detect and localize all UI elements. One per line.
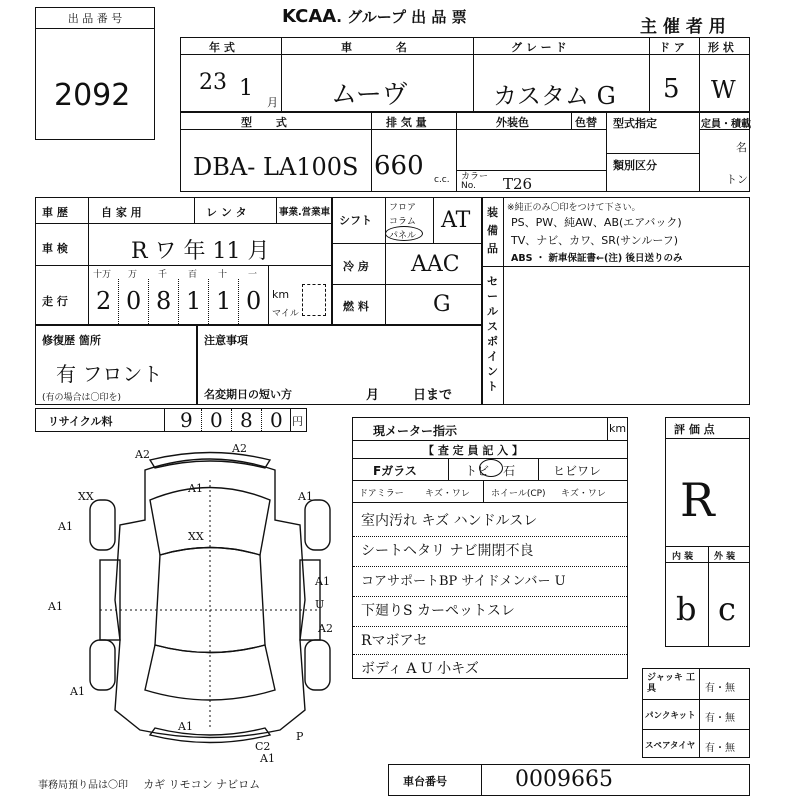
recycle-label: リサイクル料: [48, 415, 113, 428]
lot-number-label: 出 品 番 号: [67, 12, 123, 25]
glass-option-crack: ヒビワレ: [553, 464, 602, 478]
name-change-label: 名変期日の短い方: [204, 388, 292, 401]
glass-option-stone: 石: [503, 464, 516, 478]
remark-line: 室内汚れ キズ ハンドルスレ: [361, 513, 538, 529]
month-value: 1: [239, 76, 253, 101]
repair-note: (有の場合は〇印を): [42, 393, 122, 403]
recycle-digit: 0: [270, 408, 283, 432]
fuel-value: G: [433, 292, 451, 317]
vehicle-row-1: [180, 37, 750, 112]
history-option-rental: レ ン タ: [206, 206, 247, 219]
grade-value: カスタム G: [493, 82, 616, 110]
body-value: W: [711, 76, 736, 104]
lot-number-value: 2092: [54, 78, 131, 113]
shift-option-column: コラム: [389, 217, 416, 227]
history-option-business: 事業.営業車: [279, 207, 331, 218]
remark-line: 下廻りS カーペットスレ: [361, 603, 515, 619]
category-label: 類別区分: [613, 159, 657, 172]
ac-value: AAC: [411, 252, 460, 277]
inspector-block: [352, 417, 628, 679]
score-block: [665, 417, 750, 647]
office-note: 事務局預り品は〇印: [38, 780, 128, 791]
digit-header: 百: [188, 270, 198, 280]
office-items: カギ リモコン ナビロム: [143, 778, 261, 791]
diagram-mark: A2: [318, 622, 333, 635]
equipment-line-3: ABS ・ 新車保証書←(注) 後日送りのみ: [511, 253, 683, 264]
name-value: ムーヴ: [331, 80, 408, 110]
year-label: 年 式: [209, 41, 235, 54]
color-no-label: カラー No.: [461, 172, 489, 191]
diagram-mark: XX: [188, 530, 204, 543]
tons-unit: トン: [726, 173, 748, 186]
equipment-block: [482, 197, 750, 405]
grade-label: グ レ ー ド: [511, 41, 567, 54]
wheel-options: キズ・ワレ: [561, 489, 606, 499]
remark-line: シートヘタリ ナビ開閉不良: [361, 543, 534, 559]
interior-value: b: [676, 590, 697, 628]
mirror-options: キズ・ワレ: [425, 489, 470, 499]
inspection-value: R ワ 年 11 月: [131, 239, 270, 264]
notes-block: [197, 325, 482, 405]
ac-label: 冷 房: [343, 260, 369, 273]
recycle-digit: 0: [210, 408, 223, 432]
diagram-mark: A1: [70, 685, 85, 698]
displacement-value: 660: [374, 151, 424, 181]
spare-label: スペアタイヤ: [645, 741, 696, 751]
shift-option-floor: フロア: [389, 203, 417, 213]
meter-unit: km: [609, 422, 627, 435]
month-unit: 月: [267, 96, 278, 109]
doors-label: ド ア: [659, 41, 685, 54]
vehicle-row-2: [180, 112, 750, 192]
diagram-mark: A1: [178, 720, 193, 733]
notes-label: 注意事項: [204, 334, 248, 347]
jack-label: ジャッキ 工具: [647, 673, 695, 694]
equipment-label: 装 備 品: [487, 206, 498, 255]
diagram-mark: U: [315, 598, 325, 611]
diagram-mark: A1: [188, 482, 203, 495]
wheel-label: ホイール(CP): [491, 489, 546, 499]
digit-header: 千: [158, 270, 168, 280]
diagram-mark: A1: [298, 490, 313, 503]
shift-option-panel: パネル: [389, 231, 417, 241]
diagram-mark: A1: [48, 600, 63, 613]
mileage-digit: 0: [246, 287, 262, 315]
shift-value: AT: [441, 208, 471, 233]
tools-block: [642, 668, 750, 758]
mileage-digit: 0: [126, 287, 142, 315]
doors-value: 5: [663, 74, 680, 104]
inspector-header: 【 査 定 員 記 入 】: [423, 444, 523, 457]
puncture-yes-no: 有・無: [705, 713, 735, 724]
remark-line: コアサポートBP サイドメンバー U: [361, 574, 566, 589]
equipment-note: ※純正のみ〇印をつけて下さい。: [507, 203, 641, 213]
diagram-mark: A1: [58, 520, 73, 533]
diagram-mark: A1: [260, 752, 275, 765]
exterior-value: c: [718, 590, 736, 628]
mile-checkbox: [302, 284, 326, 316]
recycle-unit: 円: [292, 415, 303, 428]
digit-header: 万: [128, 270, 138, 280]
shift-label: シフト: [339, 214, 372, 227]
name-label: 車 名: [341, 41, 407, 54]
digit-header: 一: [248, 270, 258, 280]
score-label: 評 価 点: [674, 423, 715, 436]
drivetrain-block: [332, 197, 482, 325]
glass-option-chip: トビ: [465, 464, 490, 478]
repair-block: [35, 325, 197, 405]
diagram-mark: A2: [232, 442, 247, 455]
inspection-label: 車 検: [42, 242, 68, 255]
sales-point-label: セールスポイント: [487, 275, 498, 393]
puncture-label: パンクキット: [645, 711, 696, 721]
glass-chip-circle: [479, 459, 503, 477]
model-label: 型 式: [241, 116, 287, 129]
history-option-private: 自 家 用: [101, 206, 142, 219]
exterior-label: 外 装: [714, 552, 736, 562]
exterior-color-label: 外装色: [496, 116, 529, 129]
recycle-digit: 8: [240, 408, 253, 432]
year-value: 23: [199, 70, 227, 95]
car-damage-diagram: [48, 440, 360, 770]
mile-label: マイル: [272, 309, 299, 319]
color-change-label: 色替: [575, 116, 597, 129]
chassis-label: 車台番号: [403, 775, 447, 788]
model-value: DBA- LA100S: [193, 153, 359, 181]
displacement-unit: c.c.: [434, 175, 450, 185]
mileage-label: 走 行: [42, 295, 68, 308]
spare-yes-no: 有・無: [705, 743, 735, 754]
recycle-block: [35, 408, 307, 432]
diagram-mark: C2: [255, 740, 271, 753]
form-title: [282, 6, 467, 27]
digit-header: 十万: [93, 270, 112, 280]
title-brand: KCAA: [282, 6, 337, 27]
footer-note: [38, 776, 260, 792]
score-value: R: [680, 473, 715, 527]
capacity-label: 定員・積載: [701, 119, 751, 130]
km-label: km: [272, 288, 290, 301]
mileage-digits: [88, 265, 268, 324]
chassis-value: 0009665: [515, 767, 613, 792]
remark-line: ボディ A U 小キズ: [361, 661, 479, 677]
mileage-digit: 1: [186, 287, 202, 315]
lot-number-box: [35, 7, 155, 140]
model-cert-label: 型式指定: [613, 117, 657, 130]
mileage-digit: 2: [96, 287, 112, 315]
body-label: 形 状: [708, 41, 734, 54]
persons-unit: 名: [736, 141, 747, 154]
diagram-mark: A1: [315, 575, 330, 588]
glass-label: Fガラス: [373, 464, 417, 478]
fuel-label: 燃 料: [343, 300, 369, 313]
color-no-value: T26: [503, 175, 533, 193]
name-change-month: 月: [366, 388, 380, 403]
repair-value: 有 フロント: [56, 362, 163, 386]
name-change-day: 日まで: [413, 388, 453, 403]
remark-line: Rマボアセ: [361, 633, 428, 649]
mileage-digit: 1: [216, 287, 232, 315]
displacement-label: 排 気 量: [386, 116, 427, 129]
digit-header: 十: [218, 270, 228, 280]
equipment-line-1: PS、PW、純AW、AB(エアバック): [511, 216, 682, 229]
panel-circle: [385, 226, 423, 241]
meter-label: 現メーター指示: [373, 424, 458, 438]
equipment-line-2: TV、ナビ、カワ、SR(サンルーフ): [511, 234, 679, 247]
repair-label: 修復歴 箇所: [42, 334, 101, 347]
history-block: [35, 197, 332, 325]
diagram-mark: A2: [135, 448, 150, 461]
mirror-label: ドアミラー: [359, 489, 404, 499]
organizer-label: 主 催 者 用: [640, 17, 726, 37]
history-label: 車 歴: [42, 206, 68, 219]
mileage-digit: 8: [156, 287, 172, 315]
diagram-mark: P: [296, 730, 304, 743]
title-rest: . グループ 出 品 票: [336, 8, 467, 26]
chassis-block: [388, 764, 750, 796]
interior-label: 内 装: [672, 552, 694, 562]
recycle-digit: 9: [180, 408, 193, 432]
diagram-mark: XX: [78, 490, 94, 503]
jack-yes-no: 有・無: [705, 683, 735, 694]
